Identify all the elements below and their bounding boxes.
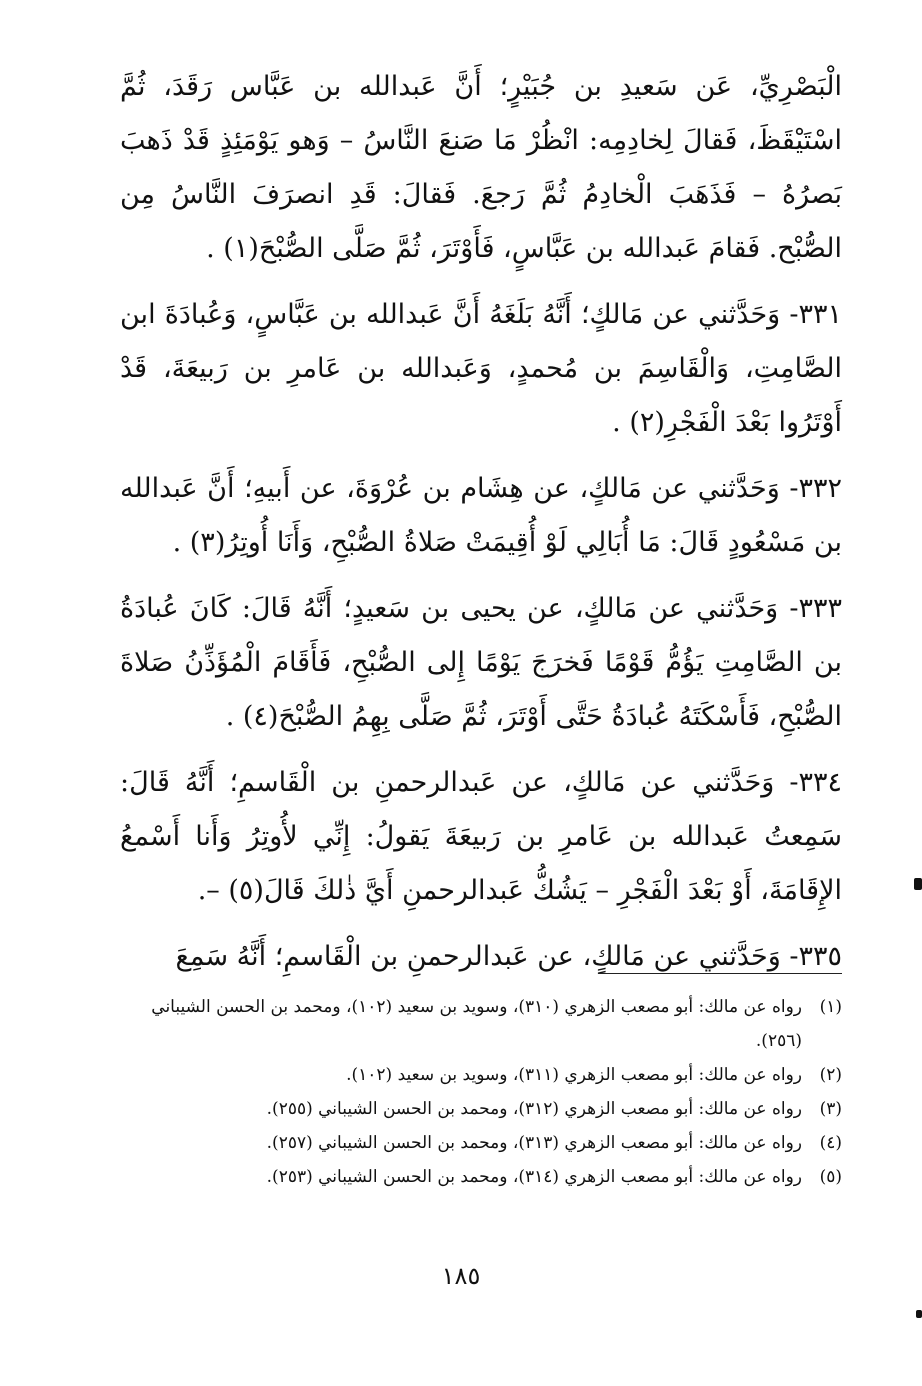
footnote-text: رواه عن مالك: أبو مصعب الزهري (٣١٠)، وسويد بن سعيد (١٠٢)، ومحمد بن الحسن الشيباني (٢٥٦). [151, 997, 802, 1051]
footnote-text: رواه عن مالك: أبو مصعب الزهري (٣١١)، وسويد بن سعيد (١٠٢). [346, 1065, 802, 1085]
footnote-number: (٤) [819, 1133, 842, 1153]
footnote-text: رواه عن مالك: أبو مصعب الزهري (٣١٤)، ومحمد بن الحسن الشيباني (٢٥٣). [266, 1167, 802, 1187]
footnote-2 [120, 1058, 842, 1092]
footnote-text: رواه عن مالك: أبو مصعب الزهري (٣١٣)، ومحمد بن الحسن الشيباني (٢٥٧). [266, 1133, 802, 1153]
footnote-separator [598, 973, 842, 974]
paragraph-333: ٣٣٣- وَحَدَّثني عن مَالكٍ، عن يحيى بن سَعيدٍ؛ أَنَّهُ قَالَ: كَانَ عُبادَةُ بن الصَّامِتِ يَؤُمُّ قَوْمًا فَخرَجَ يَوْمًا إِلى الصُّبْحِ، فَأَقَامَ الْمُؤَذِّنُ صَلاةَ الصُّبْحِ، فَأَسْكَتَهُ عُبادَةُ حَتَّى أَوْتَرَ، ثُمَّ صَلَّى بِهِمُ الصُّبْحَ(٤) . [120, 593, 842, 732]
footnote-number: (٥) [819, 1167, 842, 1187]
paragraph-334: ٣٣٤- وَحَدَّثني عن مَالكٍ، عن عَبدالرحمنِ بن الْقَاسمِ؛ أَنَّهُ قَالَ: سَمِعتُ عَبدالله بن عَامرِ بن رَبيعَةَ يَقولُ: إِنِّي لأُوتِرُ وَأَنا أَسْمعُ الإِقَامَةَ، أَوْ بَعْدَ الْفَجْرِ – يَشُكُّ عَبدالرحمنِ أَيَّ ذٰلكَ قَالَ(٥) –. [120, 767, 842, 906]
page-number: ١٨٥ [441, 1262, 481, 1290]
paragraph-332: ٣٣٢- وَحَدَّثني عن مَالكٍ، عن هِشَام بن عُرْوَةَ، عن أَبيهِ؛ أَنَّ عَبدالله بن مَسْعُودٍ قَالَ: مَا أُبَالِي لَوْ أُقِيمَتْ صَلاةُ الصُّبْحِ، وَأَنَا أُوتِرُ(٣) . [120, 473, 842, 558]
footnote-number: (٢) [819, 1065, 842, 1085]
footnote-4 [120, 1126, 842, 1160]
paragraph-331: ٣٣١- وَحَدَّثني عن مَالكٍ؛ أَنَّهُ بَلَغَهُ أَنَّ عَبدالله بن عَبَّاسٍ، وَعُبادَةَ ابن الصَّامِتِ، وَالْقَاسِمَ بن مُحمدٍ، وَعَبدالله بن عَامرِ بن رَبيعَةَ، قَدْ أَوْتَرُوا بَعْدَ الْفَجْرِ(٢) . [120, 299, 843, 438]
scan-edge-mark [914, 878, 922, 890]
paragraph-continuation: الْبَصْرِيِّ، عَن سَعيدِ بن جُبَيْرٍ؛ أَنَّ عَبدالله بن عَبَّاس رَقَدَ، ثُمَّ اسْتَيْقَظَ، فَقالَ لِخادِمِه: انْظُرْ مَا صَنعَ النَّاسُ – وَهو يَوْمَئِذٍ قَدْ ذَهبَ بَصرُهُ – فَذَهَبَ الْخادِمُ ثُمَّ رَجعَ. فَقالَ: قَدِ انصرَفَ النَّاسُ مِن الصُّبْح. فَقامَ عَبدالله بن عَبَّاسٍ، فَأَوْتَرَ، ثُمَّ صَلَّى الصُّبْحَ(١) . [120, 71, 842, 264]
footnote-1 [120, 990, 842, 1058]
main-text [120, 60, 842, 996]
footnote-number: (٣) [819, 1099, 842, 1119]
footnote-5 [120, 1160, 842, 1194]
footnotes [120, 990, 842, 1194]
footnote-text: رواه عن مالك: أبو مصعب الزهري (٣١٢)، ومحمد بن الحسن الشيباني (٢٥٥). [266, 1099, 802, 1119]
footnote-3 [120, 1092, 842, 1126]
paragraph-335: ٣٣٥- وَحَدَّثني عن مَالكٍ، عن عَبدالرحمنِ بن الْقَاسمِ؛ أَنَّهُ سَمِعَ [175, 941, 842, 972]
scan-edge-mark [916, 1310, 922, 1318]
footnote-number: (١) [819, 997, 842, 1017]
